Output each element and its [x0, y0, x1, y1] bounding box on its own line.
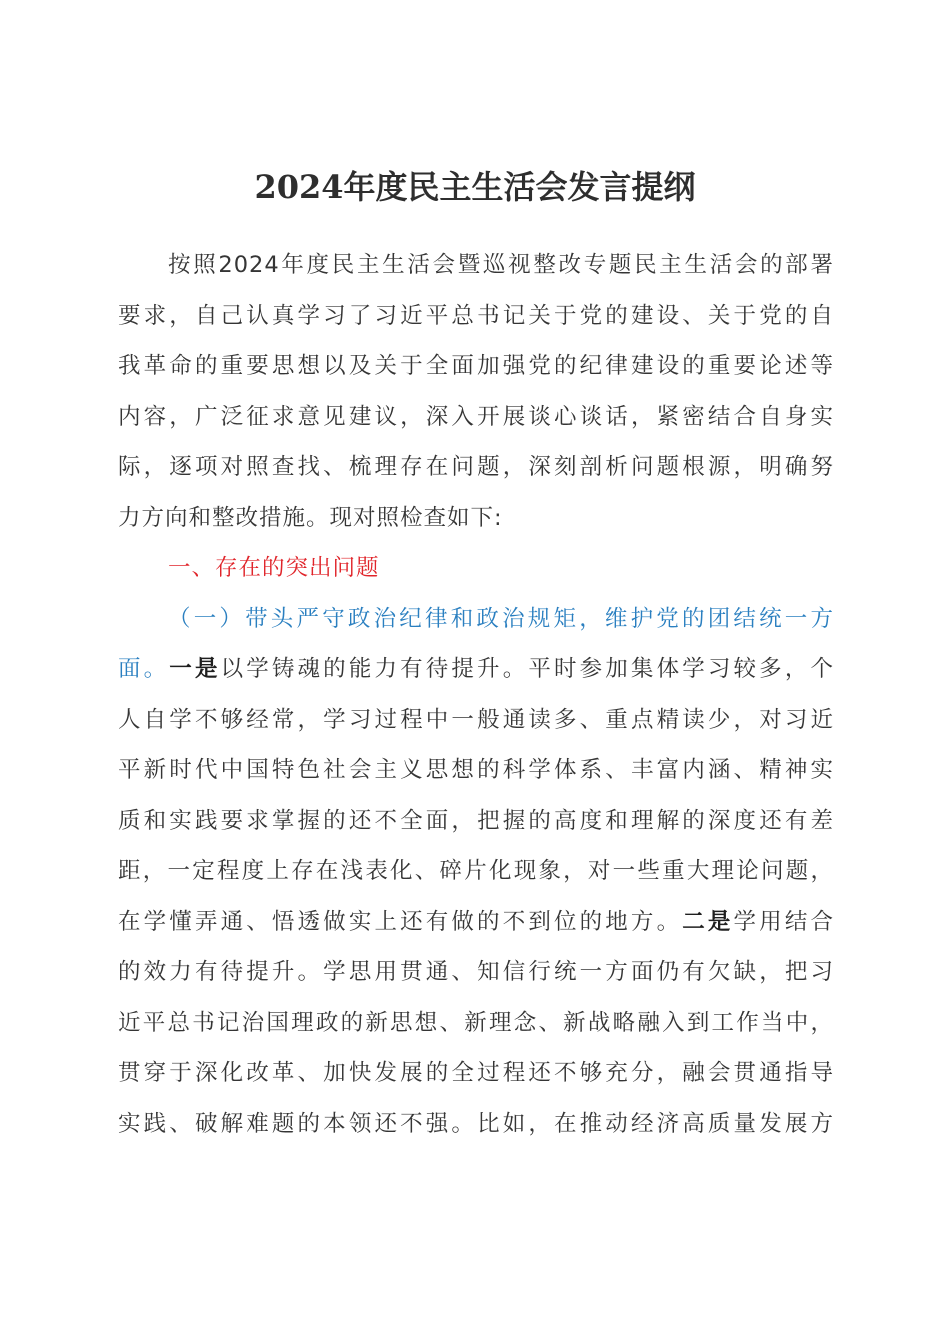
document-title: 2024年度民主生活会发言提纲 [254, 168, 696, 206]
body-line [118, 897, 834, 948]
body-line: 近平总书记治国理政的新思想、新理念、新战略融入到工作当中， [118, 1009, 834, 1036]
intro-line: 力方向和整改措施。现对照检查如下: [118, 504, 503, 531]
point-label: 一是 [169, 656, 221, 682]
body-line: 距，一定程度上存在浅表化、碎片化现象，对一些重大理论问题， [118, 858, 834, 884]
body-line: 的效力有待提升。学思用贯通、知信行统一方面仍有欠缺，把习 [118, 959, 834, 985]
body-line: 质和实践要求掌握的还不全面，把握的高度和理解的深度还有差 [118, 807, 834, 834]
body-line [118, 644, 834, 695]
section-heading: 一、存在的突出问题 [168, 555, 380, 581]
body-text: 在学懂弄通、悟透做实上还有做的不到位的地方。 [118, 908, 683, 935]
intro-line: 要求，自己认真学习了习近平总书记关于党的建设、关于党的自 [118, 302, 834, 329]
body-line: 平新时代中国特色社会主义思想的科学体系、丰富内涵、精神实 [118, 757, 834, 783]
body-text: 以学铸魂的能力有待提升。平时参加集体学习较多，个 [220, 656, 834, 682]
body-line: 实践、破解难题的本领还不强。比如，在推动经济高质量发展方 [118, 1110, 834, 1137]
subheading-end: 面。 [118, 656, 170, 682]
intro-line: 按照2024年度民主生活会暨巡视整改专题民主生活会的部署 [168, 252, 834, 278]
document-body [118, 240, 834, 1149]
point-label: 二是 [682, 908, 734, 935]
intro-line: 内容，广泛征求意见建议，深入开展谈心谈话，紧密结合自身实 [118, 403, 834, 430]
intro-line: 际，逐项对照查找、梳理存在问题，深刻剖析问题根源，明确努 [118, 454, 834, 480]
subheading: （一）带头严守政治纪律和政治规矩，维护党的团结统一方 [168, 605, 834, 632]
body-line: 人自学不够经常，学习过程中一般通读多、重点精读少，对习近 [118, 706, 834, 733]
body-line: 贯穿于深化改革、加快发展的全过程还不够充分，融会贯通指导 [118, 1060, 834, 1086]
body-text: 学用结合 [733, 908, 834, 935]
intro-line: 我革命的重要思想以及关于全面加强党的纪律建设的重要论述等 [118, 353, 834, 379]
